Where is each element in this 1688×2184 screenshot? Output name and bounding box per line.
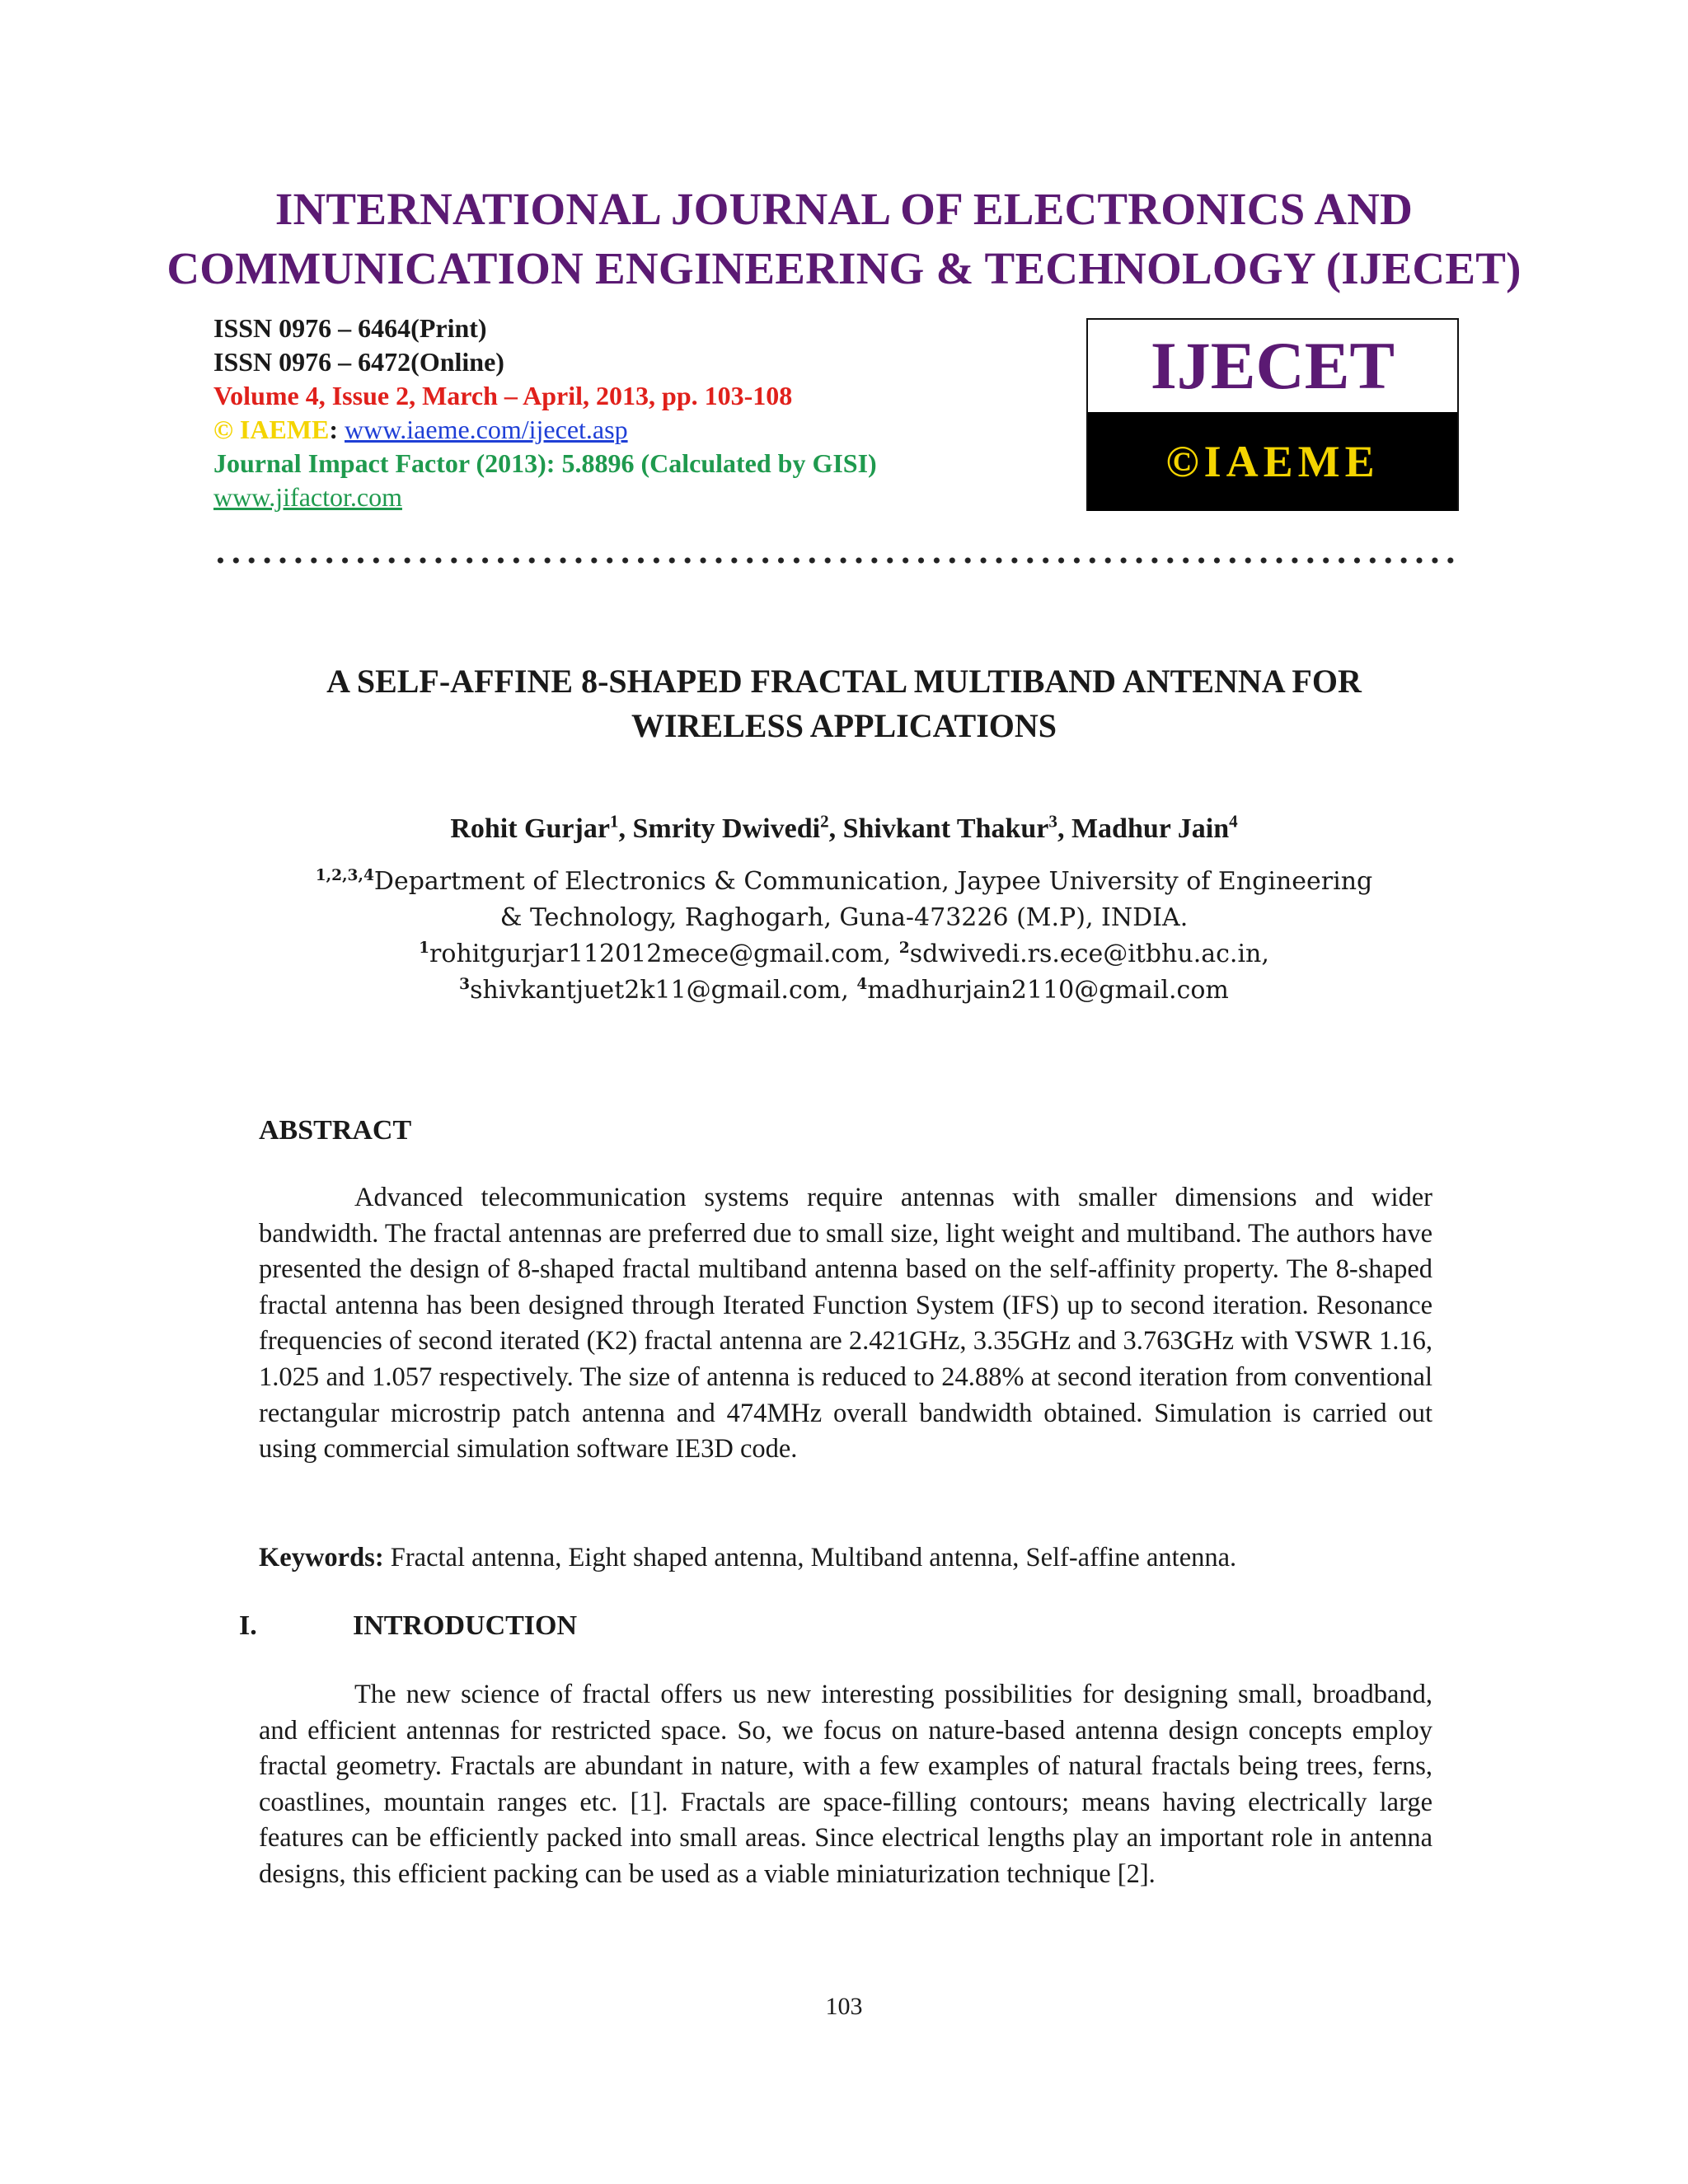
journal-title-line1: INTERNATIONAL JOURNAL OF ELECTRONICS AND [274, 184, 1414, 234]
publication-meta [213, 312, 877, 514]
author-name: Madhur Jain [1071, 813, 1230, 844]
abstract-heading: ABSTRACT [259, 1115, 412, 1146]
introduction-body: The new science of fractal offers us new interesting possibilities for designing small, broadband, and efficient antennas for restricted space. So, we focus on nature-based antenna design concepts employ fractal geometry. Fractals are abundant in nature, with a few examples of natural fractals being trees, ferns, coastlines, mountain ranges etc. [1]. Fractals are space-filling contours; means having electrically large features can be efficiently packed into small areas. Since electrical lengths play an important role in antenna designs, this efficient packing can be used as a viable miniaturization technique [2]. [259, 1680, 1432, 1889]
affiliation-line1 [0, 864, 1688, 900]
jifactor-line [213, 480, 877, 514]
volume-info: Volume 4, Issue 2, March – April, 2013, pp. 103-108 [213, 381, 793, 410]
author-sup: 3 [1048, 811, 1057, 832]
author-name: Smrity Dwivedi [632, 813, 821, 844]
section-number: I. [239, 1610, 257, 1641]
paper-title-line2: WIRELESS APPLICATIONS [631, 707, 1057, 744]
journal-title-line2: COMMUNICATION ENGINEERING & TECHNOLOGY (IJECET) [166, 243, 1522, 293]
iaeme-copyright: © IAEME [213, 415, 330, 444]
introduction-heading: INTRODUCTION [353, 1610, 578, 1641]
author-sup: 2 [820, 811, 829, 832]
ijecet-logo [1086, 318, 1459, 511]
keywords-line [259, 1540, 1462, 1576]
email-line2 [0, 972, 1688, 1009]
email-sup: 4 [856, 976, 868, 993]
author-sup: 1 [609, 811, 619, 832]
affiliation-line2: & Technology, Raghogarh, Guna-473226 (M.P), INDIA. [499, 903, 1189, 932]
author-separator: , [618, 813, 633, 844]
email-sup: 2 [898, 940, 910, 957]
author-name: Shivkant Thakur [842, 813, 1049, 844]
iaeme-line [213, 413, 877, 447]
dotted-divider [213, 555, 1462, 565]
logo-ijecet-text: IJECET [1150, 328, 1395, 403]
page-number: 103 [825, 1993, 863, 2020]
iaeme-url-link[interactable]: www.iaeme.com/ijecet.asp [345, 415, 628, 444]
journal-title [0, 180, 1688, 298]
paper-title [0, 659, 1688, 748]
iaeme-colon: : [329, 415, 345, 444]
logo-iaeme-text: ©IAEME [1088, 412, 1457, 511]
author-separator: , [828, 813, 843, 844]
keywords-text: Fractal antenna, Eight shaped antenna, Multiband antenna, Self-affine antenna. [383, 1543, 1237, 1572]
issn-print: ISSN 0976 – 6464(Print) [213, 313, 487, 343]
email-sup: 3 [459, 976, 471, 993]
paper-title-line1: A SELF-AFFINE 8-SHAPED FRACTAL MULTIBAND ANTENNA FOR [326, 663, 1362, 700]
abstract-body: Advanced telecommunication systems require antennas with smaller dimensions and wider bandwidth. The fractal antennas are preferred due to small size, light weight and multiband. The authors have presented the design of 8-shaped fractal multiband antenna based on the self-affinity property. The 8-shaped fractal antenna has been designed through Iterated Function System (IFS) up to second iteration. Resonance frequencies of second iterated (K2) fractal antenna are 2.421GHz, 3.35GHz and 3.763GHz with VSWR 1.16, 1.025 and 1.057 respectively. The size of antenna is reduced to 24.88% at second iteration from conventional rectangular microstrip patch antenna and 474MHz overall bandwidth obtained. Simulation is carried out using commercial simulation software IE3D code. [259, 1183, 1432, 1465]
impact-factor: Journal Impact Factor (2013): 5.8896 (Calculated by GISI) [213, 448, 877, 478]
email-address: madhurjain2110@gmail.com [867, 976, 1229, 1005]
issn-online: ISSN 0976 – 6472(Online) [213, 347, 504, 377]
author-list [0, 812, 1688, 846]
author-sup: 4 [1229, 811, 1238, 832]
email-address: sdwivedi.rs.ece@itbhu.ac.in, [909, 940, 1269, 968]
affiliation-sup: 1,2,3,4 [315, 867, 374, 884]
author-separator: , [1057, 813, 1071, 844]
jifactor-url-link[interactable]: www.jifactor.com [213, 482, 402, 512]
affiliation-text: Department of Electronics & Communication, Jaypee University of Engineering [373, 867, 1373, 896]
email-address: rohitgurjar112012mece@gmail.com, [429, 940, 899, 968]
email-sup: 1 [419, 940, 430, 957]
author-name: Rohit Gurjar [450, 813, 610, 844]
email-address: shivkantjuet2k11@gmail.com, [470, 976, 857, 1005]
keywords-label: Keywords: [259, 1543, 384, 1572]
affiliation-block [0, 864, 1688, 1009]
email-line1 [0, 936, 1688, 972]
